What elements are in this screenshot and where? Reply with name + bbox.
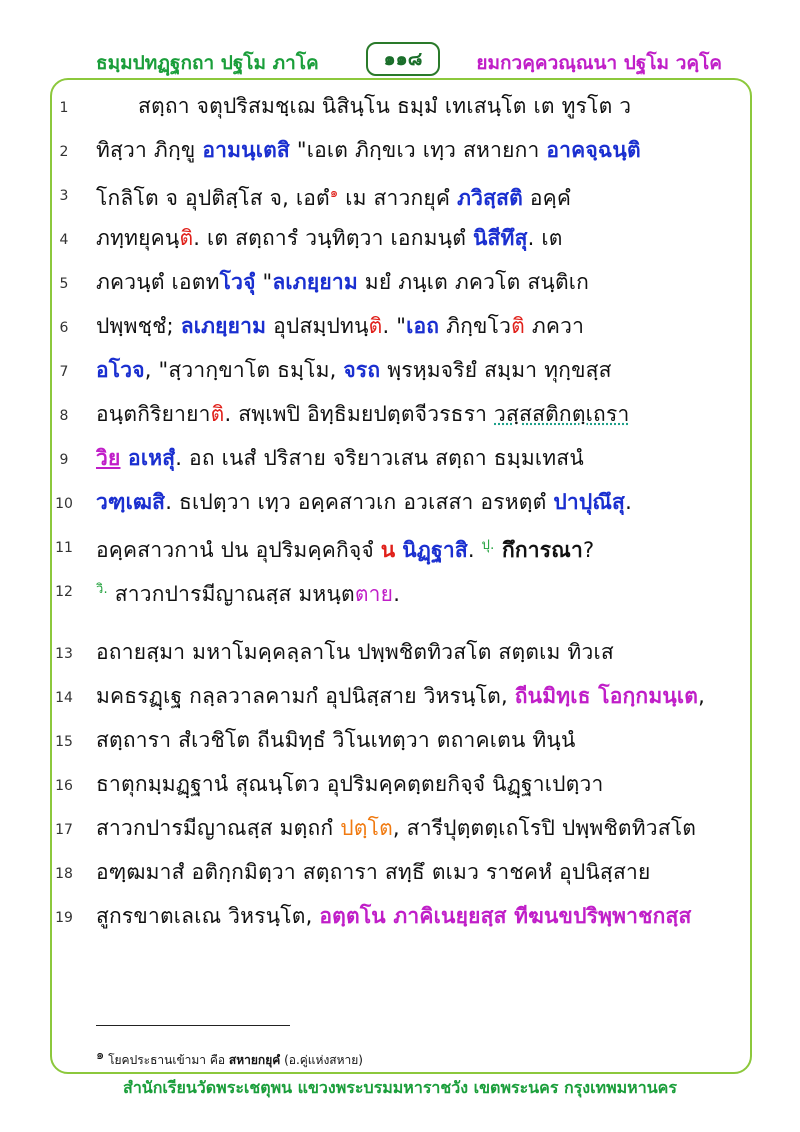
line-text xyxy=(96,172,724,220)
text-run: อุปสมฺปทนฺ xyxy=(266,314,369,338)
line-text xyxy=(96,806,724,850)
text-run: สูกรขาตเลเณ วิหรนฺโต, xyxy=(96,904,320,928)
text-run: อคฺคํ xyxy=(522,186,572,210)
line-number: 17 xyxy=(55,822,73,838)
text-run: , "สฺวากฺขาโต ธมฺโม, xyxy=(144,358,344,382)
highlight-verb: นิฏฺฐาสิ xyxy=(402,538,468,562)
line-text xyxy=(96,480,724,524)
text-run: . เต สตฺถารํ วนฺทิตฺวา เอกมนฺตํ xyxy=(193,226,473,250)
highlight-suffix: ตาย xyxy=(354,582,394,606)
text-line xyxy=(0,480,800,524)
text-run: อคฺคสาวกานํ ปน อุปริมคฺคกิจฺจํ xyxy=(96,538,381,562)
highlight-verb: วฑฺเฒสิ xyxy=(96,490,166,514)
line-number: 1 xyxy=(59,100,69,116)
underlined-term: วสฺสสติกตฺเถรา xyxy=(494,402,630,426)
text-run: . xyxy=(625,490,632,514)
text-run: ภทฺทยุคนฺ xyxy=(96,226,180,250)
line-number: 9 xyxy=(59,452,69,468)
line-number: 4 xyxy=(59,232,69,248)
highlight-particle: ติ xyxy=(511,314,525,338)
text-run: ทิสฺวา ภิกฺขู xyxy=(96,138,203,162)
footnote-term: สหายกยุคํ xyxy=(228,1053,281,1067)
line-number: 2 xyxy=(59,144,69,160)
highlight-particle: ติ xyxy=(210,402,225,426)
highlight-verb: ปาปุณึสุ xyxy=(553,490,626,514)
question-text: กึการณา xyxy=(494,538,583,562)
text-run: . สพฺเพปิ อิทฺธิมยปตฺตจีวรธรา xyxy=(224,402,495,426)
line-number: 16 xyxy=(55,778,73,794)
line-number: 11 xyxy=(55,540,73,556)
text-line xyxy=(0,216,800,260)
text-run: . อถ เนสํ ปริสาย จริยาวเสน สตฺถา ธมฺมเทสนํ xyxy=(175,446,584,470)
line-number: 7 xyxy=(59,364,69,380)
highlight-verb: อโวจ xyxy=(96,358,145,382)
text-run: พฺรหฺมจริยํ สมฺมา ทุกฺขสฺส xyxy=(380,358,612,382)
page-number-badge: ๑๑๘ xyxy=(366,42,440,76)
text-run: . xyxy=(467,538,482,562)
highlight-verb: อาคจฺฉนฺติ xyxy=(546,138,641,162)
text-line xyxy=(0,304,800,348)
footnote-divider xyxy=(96,1025,290,1026)
highlight-verb: นิสีทึสุ xyxy=(472,226,528,250)
book-title: ธมฺมปทฏฺฐกถา ปฐโม ภาโค xyxy=(96,52,319,74)
text-run: โกลิโต จ อุปติสฺโส จ, เอตํ xyxy=(96,186,330,210)
text-run: มคธรฏฺเฐ กลฺลวาลคามกํ อุปนิสฺสาย วิหรนฺโต, xyxy=(96,684,515,708)
highlight-word: ปตฺโต xyxy=(340,816,393,840)
highlight-phrase: อตฺตโน ภาคิเนยฺยสฺส ทีฆนขปริพฺพาชกสฺส xyxy=(319,904,692,928)
line-text xyxy=(96,348,724,392)
text-run: . xyxy=(393,582,401,606)
text-line xyxy=(0,392,800,436)
line-text: อถายสฺมา มหาโมคฺคลฺลาโน ปพฺพชิตทิวสโต สตฺตเม ทิวเส xyxy=(96,640,614,664)
text-run: . ธเปตฺวา เทฺว อคฺคสาวเก อวเสสา อรหตฺตํ xyxy=(165,490,554,514)
text-line xyxy=(0,894,800,938)
text-line xyxy=(0,524,800,568)
text-run: " xyxy=(255,270,273,294)
line-text xyxy=(96,304,724,348)
text-line xyxy=(0,762,800,806)
text-line xyxy=(0,260,800,304)
text-line xyxy=(0,806,800,850)
page-header xyxy=(0,40,800,80)
footnote-marker[interactable]: ๑ xyxy=(329,186,339,201)
text-run: ภควนฺตํ เอตท xyxy=(96,270,220,294)
line-text: อฑฺฒมาสํ อติกฺกมิตฺวา สตฺถารา สทฺธึ ตเมว ราชคหํ อุปนิสฺสาย xyxy=(96,860,651,884)
footnote-text: (อ.คู่แห่งสหาย) xyxy=(280,1053,363,1067)
line-text xyxy=(96,260,724,304)
text-line xyxy=(0,128,800,172)
highlight-negation: น xyxy=(380,538,396,562)
text-line xyxy=(0,436,800,480)
text-line xyxy=(0,568,800,612)
text-line xyxy=(0,718,800,762)
line-text xyxy=(96,894,724,938)
line-number: 12 xyxy=(55,584,73,600)
text-run: เม สาวกยุคํ xyxy=(338,186,458,210)
line-text: สตฺถา จตุปริสมชฺเฌ นิสินฺโน ธมฺมํ เทเสนฺโต เต ทูรโต ว xyxy=(138,94,632,118)
line-number: 13 xyxy=(55,646,73,662)
line-text xyxy=(96,436,724,480)
highlight-particle: ติ xyxy=(368,314,383,338)
chapter-title: ยมกวคฺควณฺณนา ปฐโม วคฺโค xyxy=(476,52,722,74)
highlight-verb: อามนฺเตสิ xyxy=(202,138,290,162)
line-number: 3 xyxy=(59,188,69,204)
text-line xyxy=(0,630,800,674)
line-number: 14 xyxy=(55,690,73,706)
answer-marker: วิ. xyxy=(96,582,108,597)
text-run: ? xyxy=(582,538,595,562)
text-line xyxy=(0,172,800,216)
text-run: . เต xyxy=(527,226,563,250)
line-number: 15 xyxy=(55,734,73,750)
text-run: มยํ ภนฺเต ภควโต สนฺติเก xyxy=(357,270,590,294)
line-text xyxy=(96,674,724,718)
highlight-verb: ลเภยฺยาม xyxy=(180,314,267,338)
footnote xyxy=(96,1044,363,1070)
footnote-text: โยคประธานเข้ามา คือ xyxy=(104,1053,229,1067)
text-run: . " xyxy=(382,314,407,338)
text-run: ปพฺพชฺชํ; xyxy=(96,314,181,338)
text-run: , สารีปุตฺตตฺเถโรปิ ปพฺพชิตทิวสโต xyxy=(392,816,697,840)
highlight-particle: วิย xyxy=(96,446,121,470)
highlight-particle: ติ xyxy=(179,226,194,250)
text-run: "เอเต ภิกฺขเว เทฺว สหายกา xyxy=(289,138,547,162)
text-run: สาวกปารมีญาณสฺส มหนฺต xyxy=(107,582,355,606)
line-text: ธาตุกมฺมฏฺฐานํ สุณนฺโตว อุปริมคฺคตฺตยกิจฺจํ นิฏฺฐาเปตฺวา xyxy=(96,772,604,796)
line-number: 5 xyxy=(59,276,69,292)
highlight-verb: ภวิสฺสติ xyxy=(457,186,523,210)
line-text xyxy=(96,392,724,436)
text-run: สาวกปารมีญาณสฺส มตฺถกํ xyxy=(96,816,341,840)
line-text: สตฺถารา สํเวชิโต ถีนมิทฺธํ วิโนเทตฺวา ตถาคเตน ทินฺนํ xyxy=(96,728,576,752)
line-text xyxy=(96,216,724,260)
question-marker: ปุ. xyxy=(481,538,495,553)
highlight-verb: โวจุํ xyxy=(219,270,256,294)
line-number: 8 xyxy=(59,408,69,424)
highlight-verb: เอถ xyxy=(406,314,440,338)
highlight-verb: ลเภยฺยาม xyxy=(272,270,358,294)
footnote-mark: ๑ xyxy=(96,1048,105,1063)
highlight-verb: จรถ xyxy=(343,358,381,382)
text-line xyxy=(0,674,800,718)
line-number: 19 xyxy=(55,910,73,926)
line-text xyxy=(96,568,724,616)
line-text xyxy=(96,128,724,172)
line-text xyxy=(96,524,724,572)
text-line xyxy=(0,850,800,894)
line-number: 6 xyxy=(59,320,69,336)
text-line xyxy=(0,84,800,128)
highlight-phrase: ถีนมิทฺเธ โอกฺกมนฺเต xyxy=(514,684,699,708)
text-run: ภควา xyxy=(524,314,585,338)
text-run: , xyxy=(698,684,706,708)
text-run: อนฺตกิริยายา xyxy=(96,402,211,426)
text-line xyxy=(0,348,800,392)
text-run: ภิกฺขโว xyxy=(439,314,512,338)
line-number: 18 xyxy=(55,866,73,882)
line-number: 10 xyxy=(55,496,73,512)
highlight-verb: อเหสุํ xyxy=(120,446,176,470)
page-footer: สำนักเรียนวัดพระเชตุพน แขวงพระบรมมหาราชวัง เขตพระนคร กรุงเทพมหานคร xyxy=(123,1078,677,1097)
